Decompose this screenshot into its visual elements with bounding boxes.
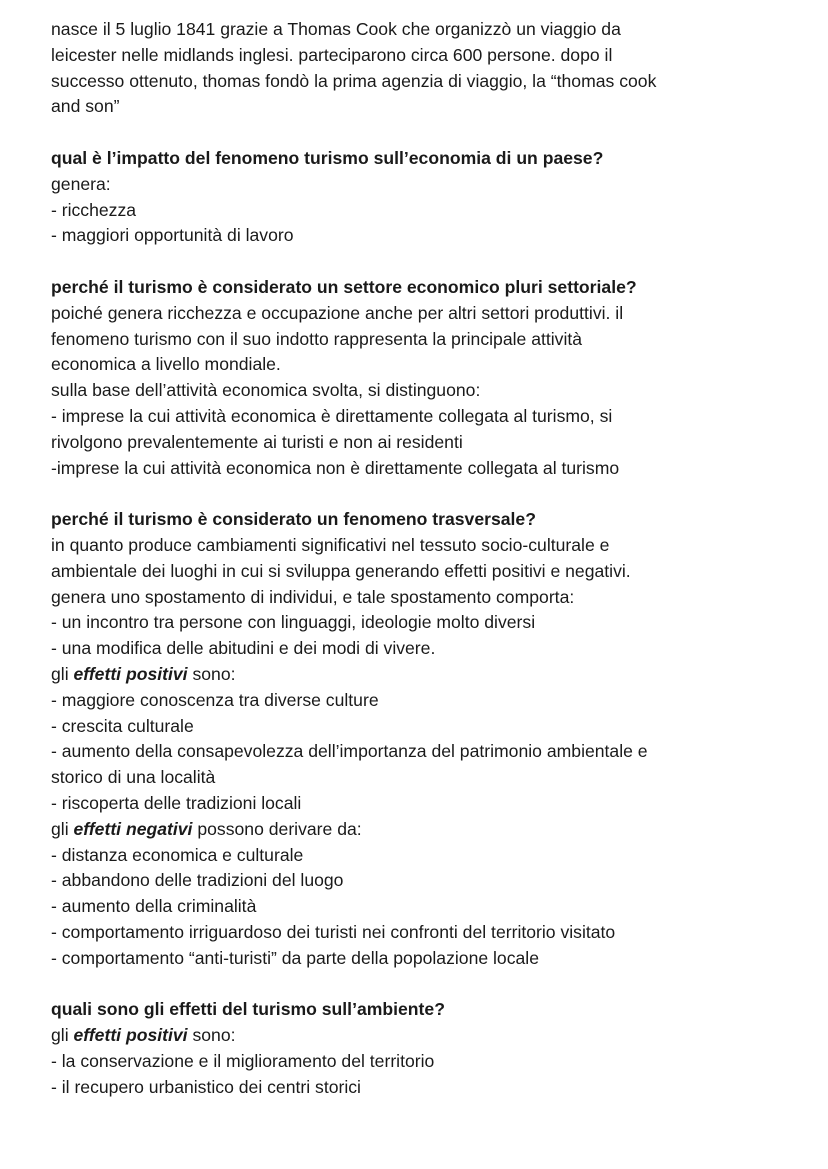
document-page [51,17,791,1100]
paragraph-gap [51,481,791,507]
text-fragment: possono derivare da: [192,818,362,839]
positive-effects-intro [51,1023,791,1049]
intro-line: leicester nelle midlands inglesi. parteciparono circa 600 persone. dopo il [51,44,613,65]
paragraph-gap [51,120,791,146]
list-item: rivolgono prevalentemente ai turisti e non ai residenti [51,431,463,452]
text-fragment: sono: [187,1025,236,1046]
list-item: - una modifica delle abitudini e dei modi di vivere. [51,638,436,659]
text-line: in quanto produce cambiamenti significativi nel tessuto socio-culturale e [51,534,610,555]
text-line: economica a livello mondiale. [51,354,281,375]
text-fragment: sono: [187,663,236,684]
list-item: - maggiori opportunità di lavoro [51,225,294,246]
intro-line: successo ottenuto, thomas fondò la prima agenzia di viaggio, la “thomas cook [51,70,657,91]
list-item: - aumento della criminalità [51,896,257,917]
list-item: -imprese la cui attività economica non è direttamente collegata al turismo [51,457,620,478]
list-item: - abbandono delle tradizioni del luogo [51,870,344,891]
list-item: - riscoperta delle tradizioni locali [51,792,302,813]
list-item: - maggiore conoscenza tra diverse culture [51,689,379,710]
paragraph-gap [51,249,791,275]
section-multi-sector [51,275,791,481]
paragraph-gap [51,971,791,997]
list-item: - crescita culturale [51,715,194,736]
list-item: - comportamento “anti-turisti” da parte della popolazione locale [51,947,539,968]
text-line: poiché genera ricchezza e occupazione anche per altri settori produttivi. il [51,302,624,323]
text-line: fenomeno turismo con il suo indotto rappresenta la principale attività [51,328,583,349]
section-environment [51,997,791,1100]
list-item: - aumento della consapevolezza dell’importanza del patrimonio ambientale e [51,741,648,762]
text-line: genera: [51,173,111,194]
emphasis-positive: effetti positivi [73,663,188,684]
section-transversal [51,507,791,971]
list-item: - ricchezza [51,199,137,220]
intro-paragraph [51,17,791,120]
list-item: - un incontro tra persone con linguaggi, ideologie molto diversi [51,612,536,633]
text-fragment: gli [51,1025,74,1046]
list-item: - imprese la cui attività economica è direttamente collegata al turismo, si [51,405,613,426]
negative-effects-intro [51,817,791,843]
list-item: - distanza economica e culturale [51,844,304,865]
intro-line: nasce il 5 luglio 1841 grazie a Thomas Cook che organizzò un viaggio da [51,19,621,39]
list-item: - il recupero urbanistico dei centri storici [51,1076,361,1097]
section-heading: perché il turismo è considerato un settore economico pluri settoriale? [51,276,637,297]
section-heading: qual è l’impatto del fenomeno turismo sull’economia di un paese? [51,147,604,168]
intro-line: and son” [51,96,120,117]
section-economic-impact [51,146,791,249]
list-item: - la conservazione e il miglioramento del territorio [51,1050,435,1071]
list-item: - comportamento irriguardoso dei turisti nei confronti del territorio visitato [51,921,616,942]
section-heading: quali sono gli effetti del turismo sull’ambiente? [51,999,445,1020]
emphasis-positive: effetti positivi [73,1025,188,1046]
text-line: genera uno spostamento di individui, e tale spostamento comporta: [51,586,575,607]
text-fragment: gli [51,663,74,684]
emphasis-negative: effetti negativi [73,818,193,839]
positive-effects-intro [51,662,791,688]
text-line: ambientale dei luoghi in cui si sviluppa generando effetti positivi e negativi. [51,560,631,581]
list-item: storico di una località [51,767,216,788]
text-line: sulla base dell’attività economica svolta, si distinguono: [51,380,481,401]
text-fragment: gli [51,818,74,839]
section-heading: perché il turismo è considerato un fenomeno trasversale? [51,509,536,530]
